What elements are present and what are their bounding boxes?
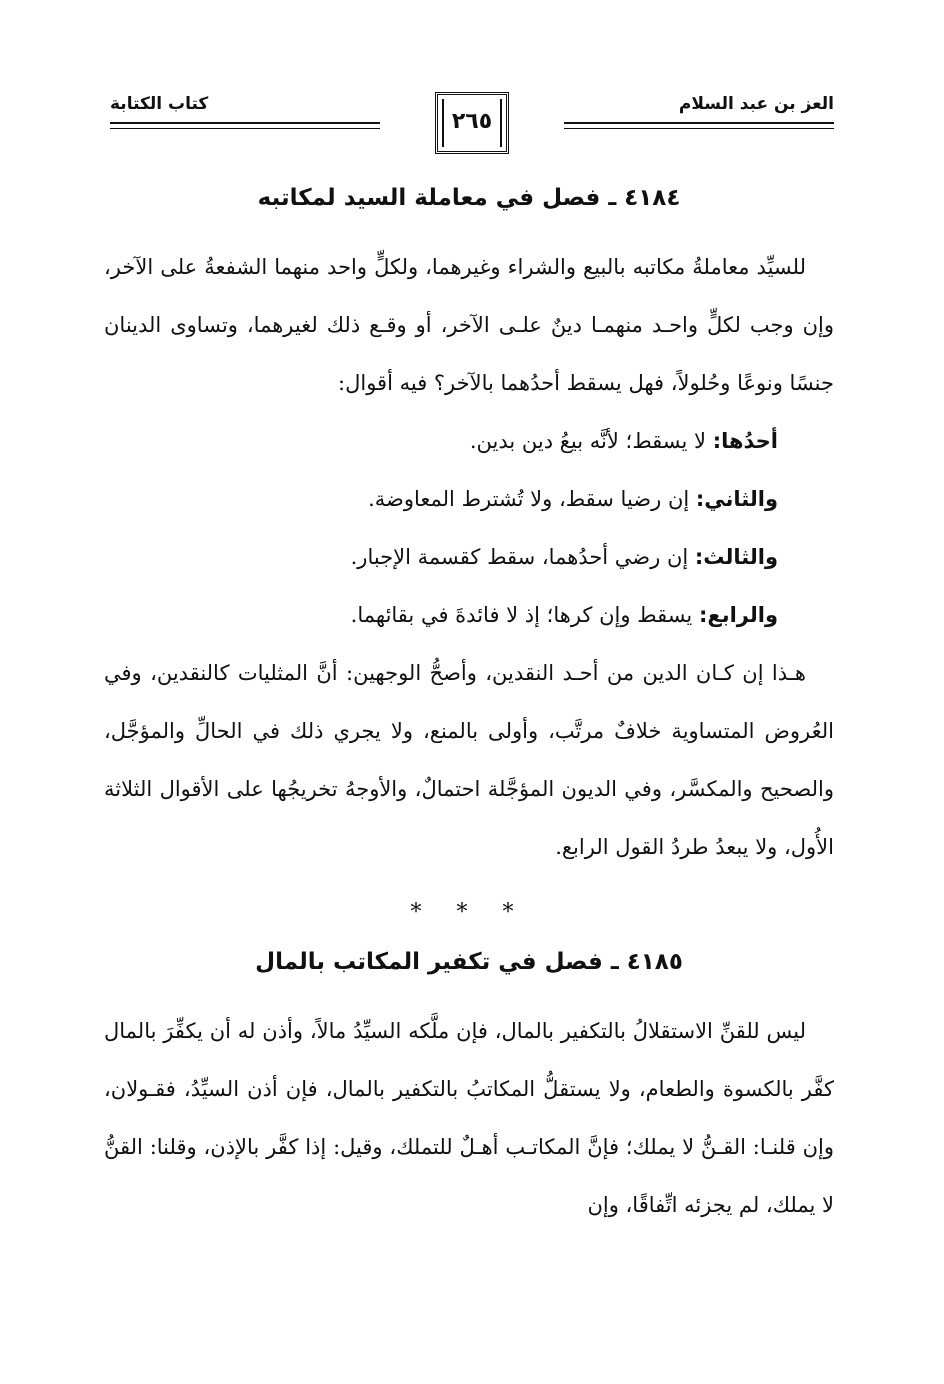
section-4185-body-text: ليس للقنِّ الاستقلالُ بالتكفير بالمال، فإن ملَّكه السيِّدُ مالاً، وأذن له أن يكفِّرَ بالمال كفَّر بالكسوة والطعام، ولا يستقلُّ المكاتبُ بالتكفير بالمال، فإن أذن السيِّدُ، فقـولان، وإن قلنـا: القـنُّ لا يملك؛ فإنَّ المكاتـب أهـلٌ للتملك، وقيل: إذا كفَّر بالإذن، وقلنا: القنُّ لا يملك، لم يجزئه اتِّفاقًا، وإن: [104, 1019, 834, 1217]
header-rule-right: [564, 122, 834, 124]
running-head-chapter: كتاب الكتابة: [110, 94, 209, 114]
opinion-label: والثاني:: [695, 487, 778, 511]
opinion-label: والثالث:: [694, 545, 778, 569]
section-title-4184: ٤١٨٤ ـ فصل في معاملة السيد لمكاتبه: [257, 185, 681, 211]
opinion-item: [104, 528, 834, 586]
section-4184-intro-text: للسيِّد معاملةُ مكاتبه بالبيع والشراء وغيرهما، ولكلٍّ واحد منهما الشفعةُ على الآخر، وإن وجب لكلٍّ واحـد منهمـا دينٌ علـى الآخر، أو وقـع ذلك لغيرهما، وتساوى الدينان جنسًا ونوعًا وحُلولاً، فهل يسقط أحدُهما بالآخر؟ فيه أقوال:: [104, 255, 834, 395]
opinion-item: [104, 412, 834, 470]
running-head-author: العز بن عبد السلام: [678, 94, 834, 114]
opinion-text: يسقط وإن كرها؛ إذ لا فائدةَ في بقائهما.: [350, 603, 699, 627]
opinion-label: أحدُها:: [712, 429, 778, 453]
opinion-text: إن رضيا سقط، ولا تُشترط المعاوضة.: [368, 487, 696, 511]
page-number: ٢٦٥: [451, 109, 493, 134]
opinion-text: إن رضي أحدُهما، سقط كقسمة الإجبار.: [350, 545, 695, 569]
opinion-item: [104, 470, 834, 528]
section-4184-closing: [104, 644, 834, 876]
opinion-label: والرابع:: [698, 603, 778, 627]
opinion-item: [104, 586, 834, 644]
header-rule-left: [110, 122, 380, 124]
section-4184-closing-text: هـذا إن كـان الدين من أحـد النقدين، وأصحُّ الوجهين: أنَّ المثليات كالنقدين، وفي العُروض المتساوية خلافٌ مرتَّب، وأولى بالمنع، ولا يجري ذلك في الحالِّ والمؤجَّل، والصحيح والمكسَّر، وفي الديون المؤجَّلة احتمالٌ، والأوجهُ تخريجُها على الأقوال الثلاثة الأُول، ولا يبعدُ طردُ القول الرابع.: [104, 661, 834, 859]
page-body: [104, 178, 834, 1234]
page-number-frame: [435, 92, 509, 154]
section-4185-body: [104, 1002, 834, 1234]
page-header: [110, 88, 834, 168]
section-4184-intro: [104, 238, 834, 412]
section-title-4185: ٤١٨٥ ـ فصل في تكفير المكاتب بالمال: [255, 949, 683, 975]
section-separator: * * *: [410, 900, 528, 925]
opinion-text: لا يسقط؛ لأنَّه بيعُ دين بدين.: [469, 429, 713, 453]
